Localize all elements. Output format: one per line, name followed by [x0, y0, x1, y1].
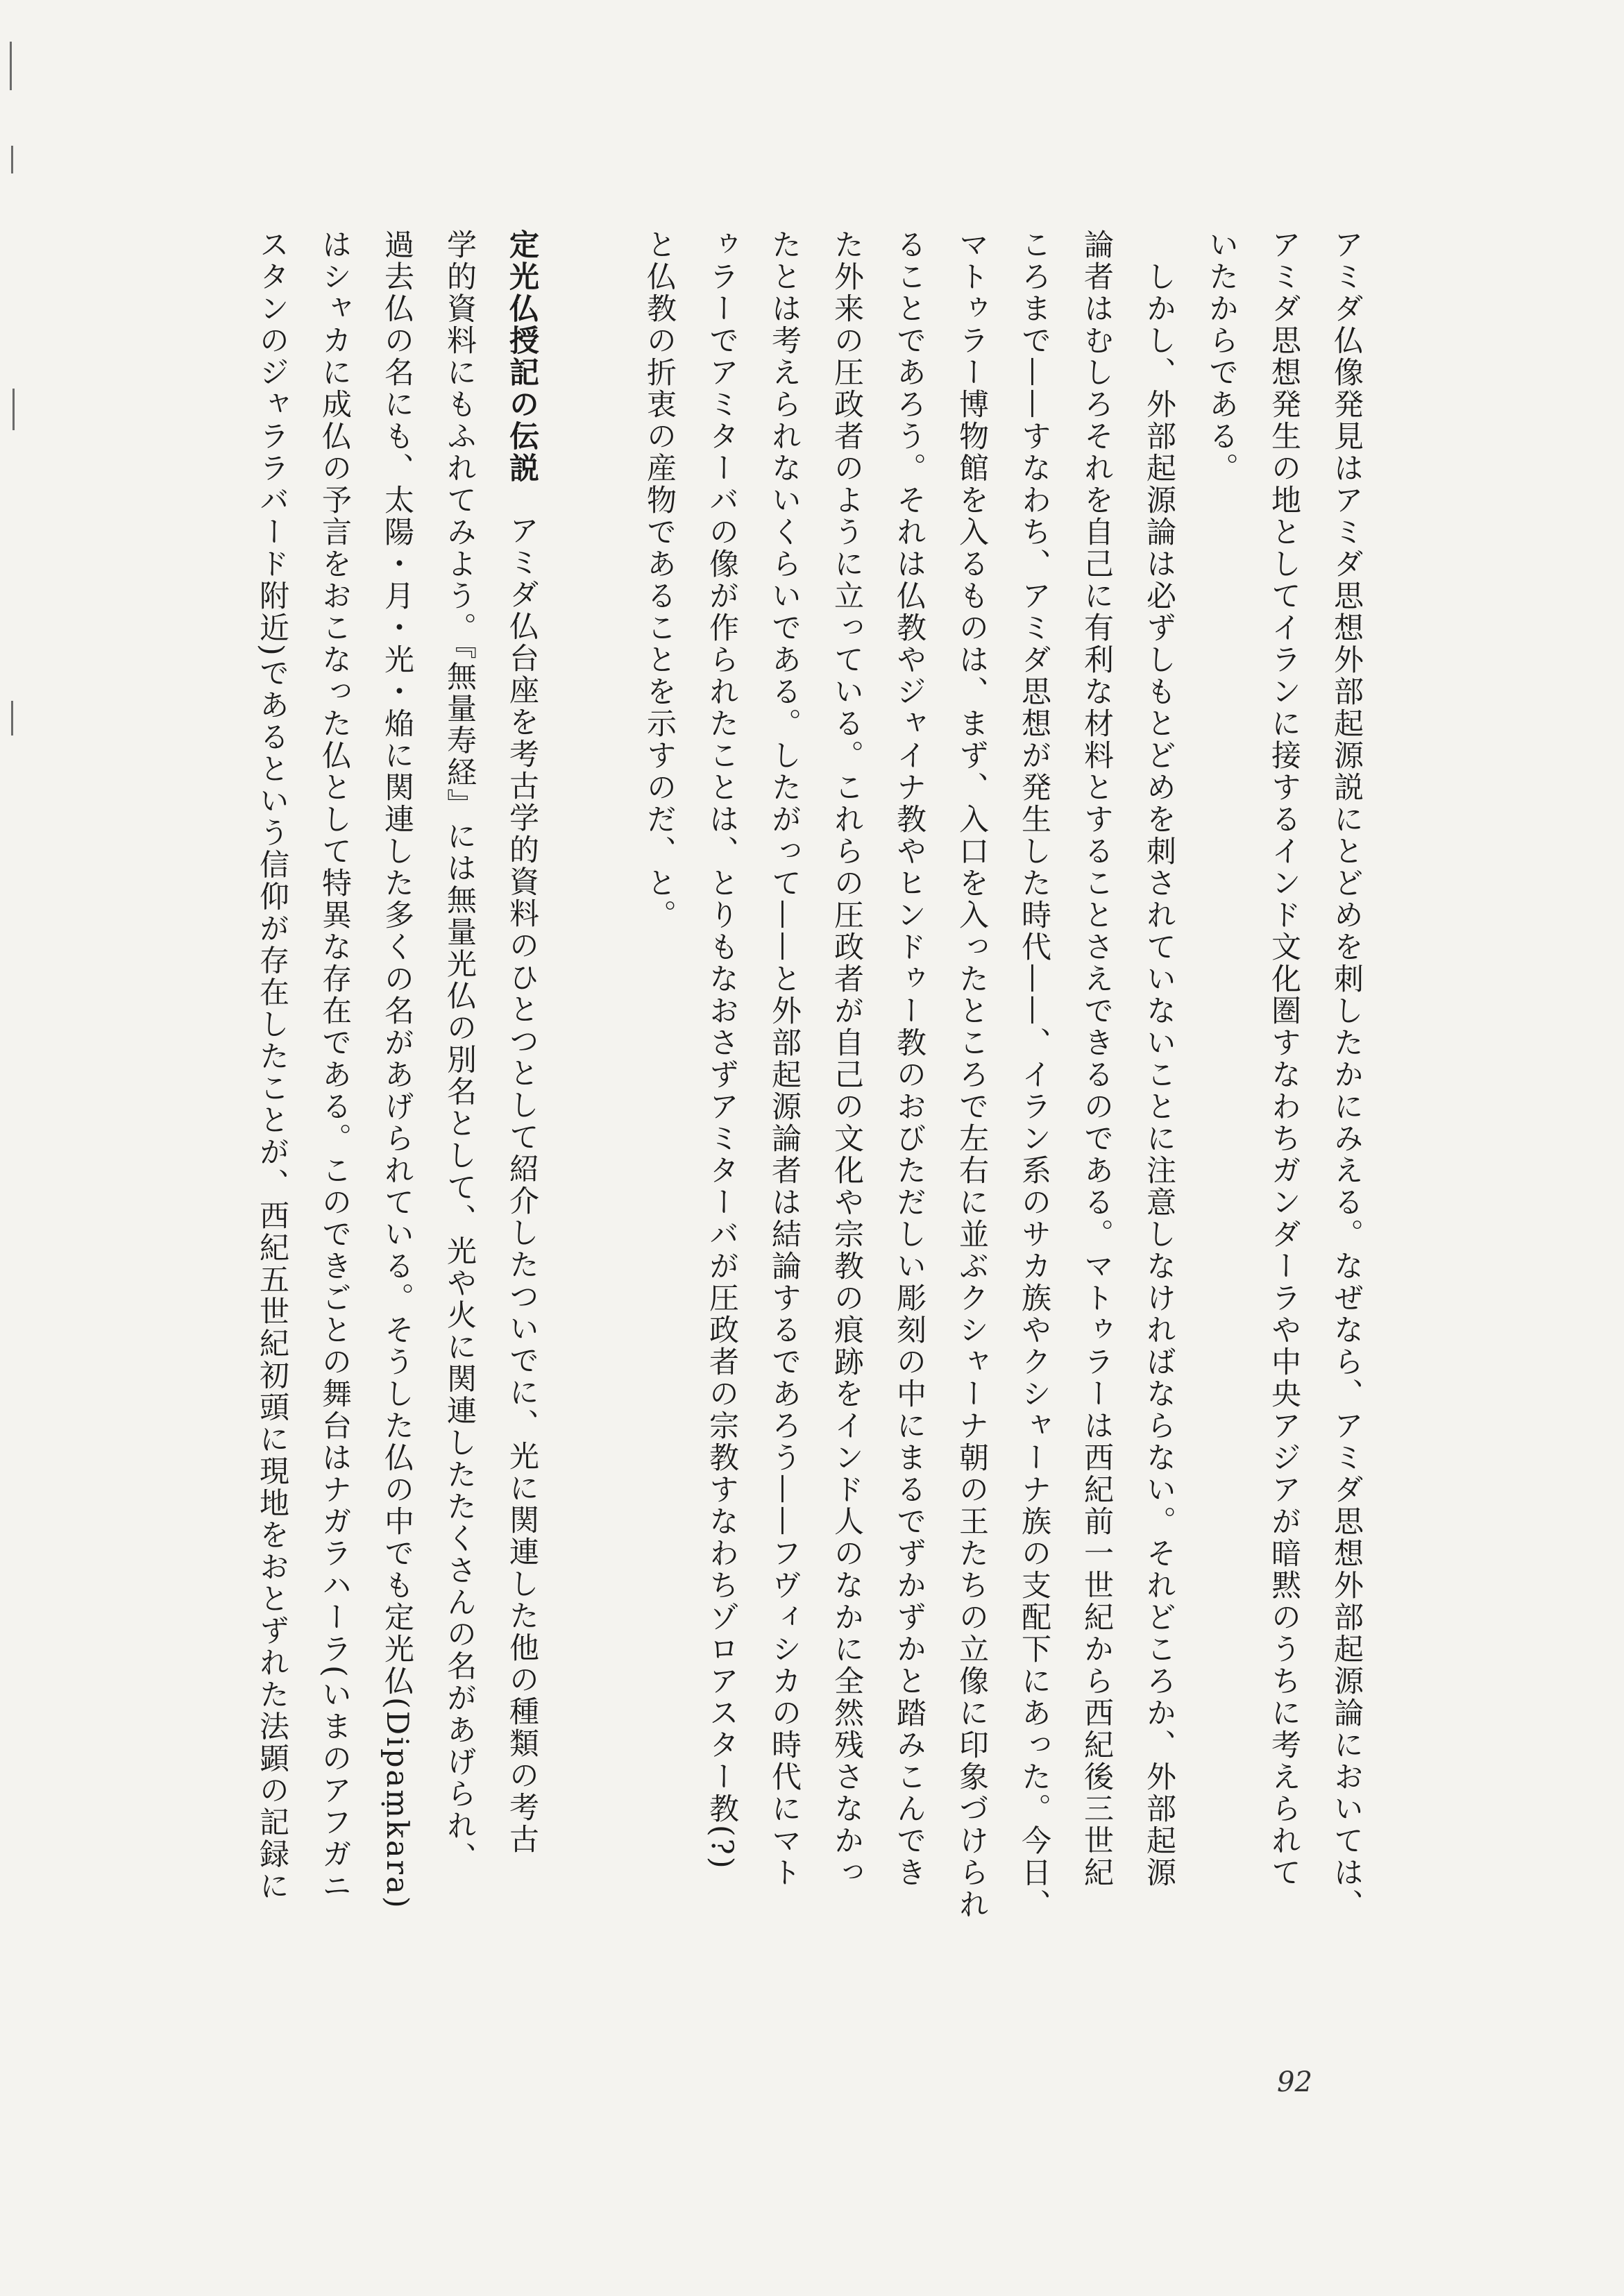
text-line: いたからである。 — [1204, 229, 1239, 484]
scan-edge-mark — [10, 42, 12, 90]
page-number: 92 — [1277, 2066, 1312, 2098]
text-line: 過去仏の名にも、太陽・月・光・焔に関連した多くの名があげられている。そうした仏の中でも定光仏(Dipaṃkara) — [380, 229, 414, 1910]
scan-edge-mark — [11, 701, 13, 735]
body-text — [241, 229, 1378, 2054]
text-line: スタンのジャララバード附近)であるという信仰が存在したことが、西紀五世紀初頭に現地をおとずれた法顕の記録に — [255, 229, 289, 1903]
text-line: と仏教の折衷の産物であることを示すのだ、と。 — [642, 229, 677, 931]
section-gap — [553, 229, 628, 2054]
text-line: ころまで——すなわち、アミダ思想が発生した時代——、イラン系のサカ族やクシャーナ族の支配下にあった。今日、 — [1017, 229, 1051, 1921]
text-line: マトゥラー博物館を入るものは、まず、入口を入ったところで左右に並ぶクシャーナ朝の王たちの立像に印象づけられ — [954, 229, 989, 1921]
scan-edge-mark — [12, 389, 15, 430]
text-line: アミダ仏像発見はアミダ思想外部起源説にとどめを刺したかにみえる。なぜなら、アミダ思想外部起源論においては、 — [1329, 229, 1364, 1921]
text-line: 論者はむしろそれを自己に有利な材料とすることさえできるのである。マトゥラーは西紀前一世紀から西紀後三世紀 — [1079, 229, 1114, 1889]
text-line: た外来の圧政者のように立っている。これらの圧政者が自己の文化や宗教の痕跡をインド人のなかに全然残さなかっ — [829, 229, 864, 1889]
text-line: ることであろう。それは仏教やジャイナ教やヒンドゥー教のおびただしい彫刻の中にまるでずかずかと踏みこんでき — [892, 229, 927, 1889]
text-line: アミダ思想発生の地としてイランに接するインド文化圏すなわちガンダーラや中央アジアが暗黙のうちに考えられて — [1267, 229, 1301, 1889]
section-heading: 定光仏授記の伝説 — [505, 229, 539, 484]
text-line: 学的資料にもふれてみよう。『無量寿経』には無量光仏の別名として、光や火に関連したたくさんの名があげられ、 — [442, 229, 477, 1874]
section-heading-line — [491, 229, 553, 2054]
text-line: アミダ仏台座を考古学的資料のひとつとして紹介したついでに、光に関連した他の種類の考古 — [505, 515, 539, 1855]
text-line: ゥラーでアミターバの像が作られたことは、とりもなおさずアミターバが圧政者の宗教すなわちゾロアスター教(?) — [704, 229, 739, 1871]
scan-edge-mark — [11, 146, 13, 173]
text-line: はシャカに成仏の予言をおこなった仏として特異な存在である。このできごとの舞台はナガラハーラ(いまのアフガニ — [317, 229, 352, 1903]
text-line: しかし、外部起源論は必ずしもとどめを刺されていないことに注意しなければならない。それどころか、外部起源 — [1142, 229, 1176, 1889]
text-line: たとは考えられないくらいである。したがって——と外部起源論者は結論するであろう——フヴィシカの時代にマト — [767, 229, 802, 1889]
